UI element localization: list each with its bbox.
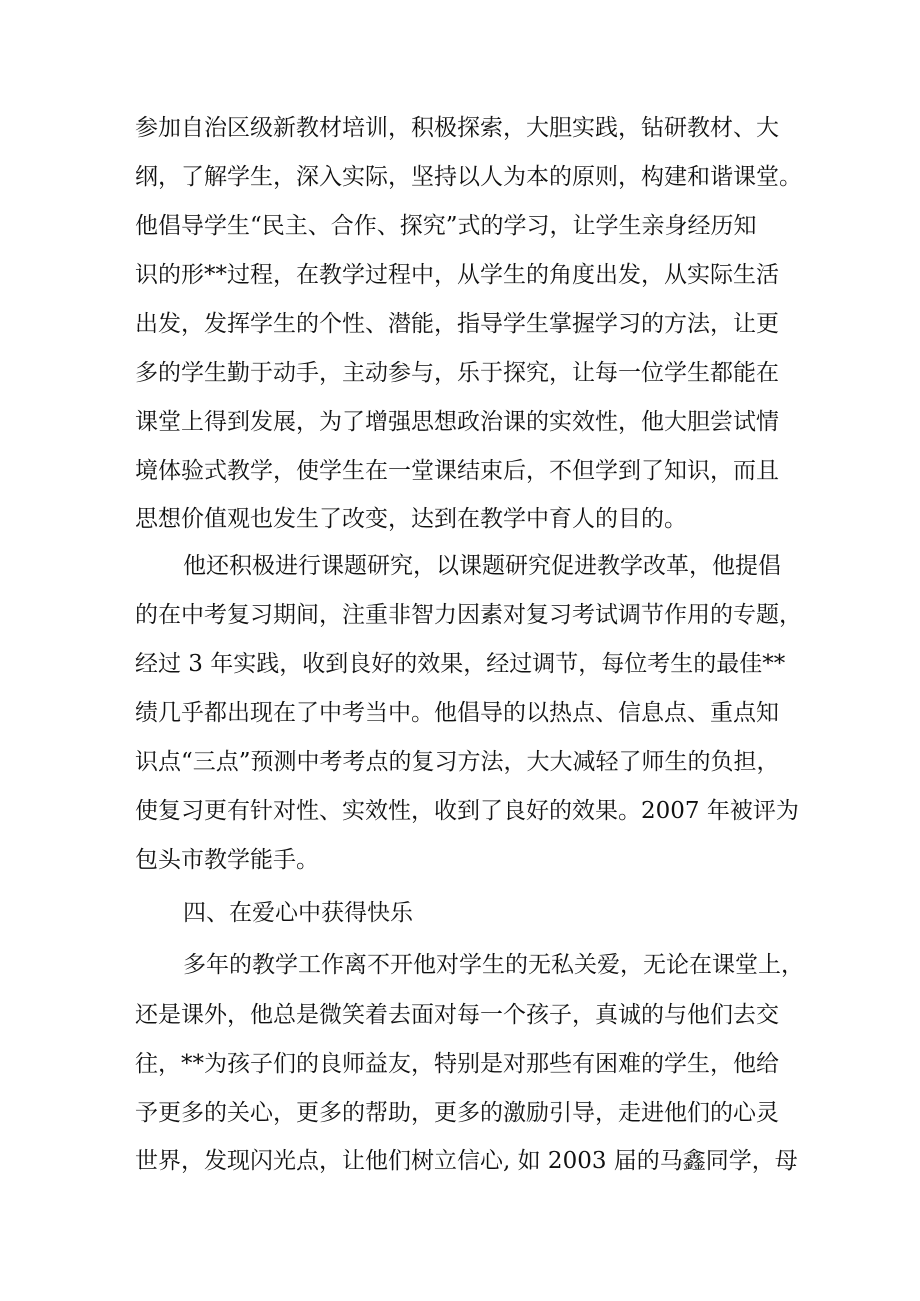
paragraph-line: 识点“三点”预测中考考点的复习方法，大大减轻了师生的负担，	[135, 749, 780, 775]
paragraph-line: 往，**为孩子们的良师益友，特别是对那些有困难的学生，他给	[135, 1051, 779, 1077]
paragraph-line: 他还积极进行课题研究，以课题研究促进教学改革，他提倡	[183, 553, 781, 579]
paragraph-line: 境体验式教学，使学生在一堂课结束后，不但学到了知识，而且	[135, 458, 779, 484]
paragraph-line: 课堂上得到发展，为了增强思想政治课的实效性，他大胆尝试情	[135, 409, 779, 435]
paragraph-line: 包头市教学能手。	[135, 847, 319, 873]
paragraph-line: 思想价值观也发生了改变，达到在教学中育人的目的。	[135, 506, 687, 532]
paragraph-line: 纲，了解学生，深入实际，坚持以人为本的原则，构建和谐课堂。	[135, 164, 802, 190]
paragraph-line: 的在中考复习期间，注重非智力因素对复习考试调节作用的专题，	[135, 602, 802, 628]
paragraph-line: 绩几乎都出现在了中考当中。他倡导的以热点、信息点、重点知	[135, 700, 779, 726]
paragraph-line: 多的学生勤于动手，主动参与，乐于探究，让每一位学生都能在	[135, 360, 779, 386]
paragraph-line: 他倡导学生“民主、合作、探究”式的学习，让学生亲身经历知	[135, 213, 757, 239]
paragraph-line: 参加自治区级新教材培训，积极探索，大胆实践，钻研教材、大	[135, 115, 779, 141]
paragraph-line: 识的形**过程，在教学过程中，从学生的角度出发，从实际生活	[135, 262, 779, 288]
paragraph-line: 使复习更有针对性、实效性，收到了良好的效果。2007 年被评为	[135, 798, 799, 824]
section-heading: 四、在爱心中获得快乐	[183, 900, 413, 926]
paragraph-line: 多年的教学工作离不开他对学生的无私关爱，无论在课堂上，	[183, 952, 804, 978]
paragraph-line: 出发，发挥学生的个性、潜能，指导学生掌握学习的方法，让更	[135, 311, 779, 337]
paragraph-line: 还是课外，他总是微笑着去面对每一个孩子，真诚的与他们去交	[135, 1002, 779, 1028]
paragraph-line: 世界，发现闪光点，让他们树立信心, 如 2003 届的马鑫同学，母	[135, 1148, 798, 1174]
paragraph-line: 经过 3 年实践，收到良好的效果，经过调节，每位考生的最佳**	[135, 651, 786, 677]
paragraph-line: 予更多的关心，更多的帮助，更多的激励引导，走进他们的心灵	[135, 1100, 779, 1126]
